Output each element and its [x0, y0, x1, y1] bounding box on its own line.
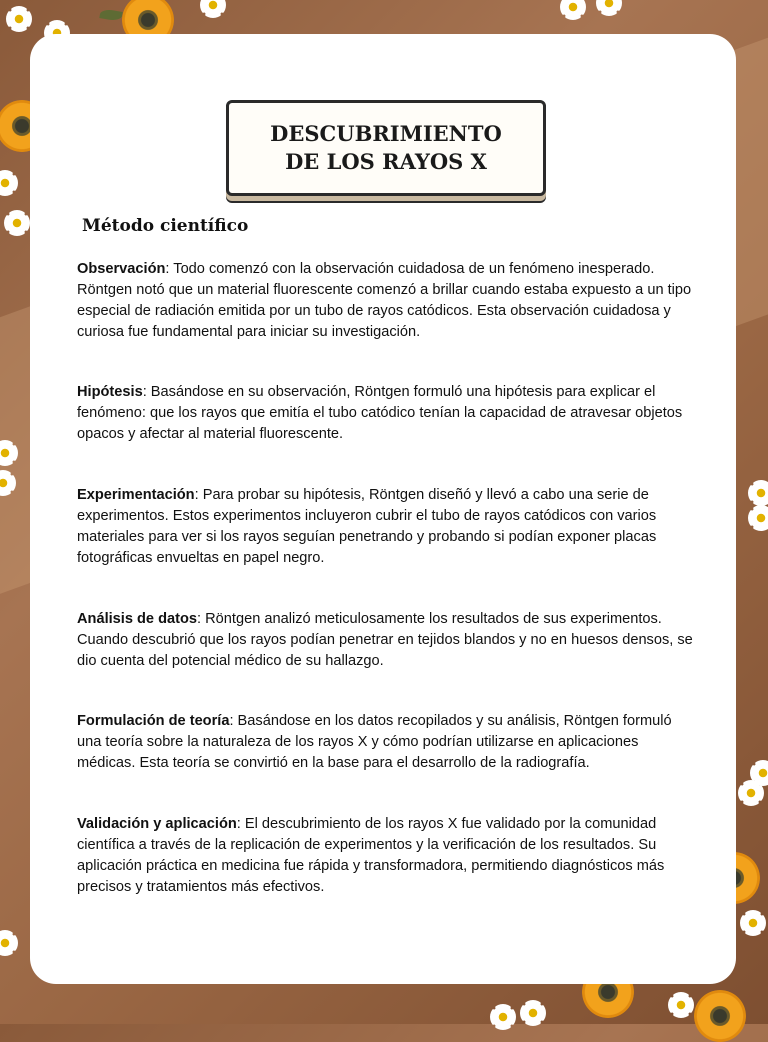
section-subtitle: Método científico	[82, 216, 249, 236]
paragraph-text: : El descubrimiento de los rayos X fue validado por la comunidad científica a través de la replicación de experimentos y la verificación de los resultados. Su aplicación práctica en medicina fue rápida y transformadora, permitiendo diagnósticos más precisos y tratamientos más efectivos.	[77, 816, 665, 895]
white-flower-icon	[490, 1004, 516, 1030]
paragraph-observacion	[77, 259, 697, 343]
paragraph-experimentacion	[77, 485, 697, 569]
paragraph-validacion	[77, 814, 697, 898]
paragraph-label: Experimentación	[77, 487, 195, 503]
paragraph-text: : Para probar su hipótesis, Röntgen diseñó y llevó a cabo una serie de experimentos. Estos experimentos incluyeron cubrir el tubo de rayos catódicos con varios materiales para ver si los rayos seguían penetrando y probando si podían exponer placas fotográficas envueltas en papel negro.	[77, 487, 657, 566]
white-flower-icon	[520, 1000, 546, 1026]
white-flower-icon	[740, 910, 766, 936]
white-flower-icon	[0, 930, 18, 956]
paragraph-text: : Basándose en su observación, Röntgen formuló una hipótesis para explicar el fenómeno: que los rayos que emitía el tubo catódico tenían la capacidad de atravesar objetos opacos y afectar al material fluorescente.	[77, 384, 683, 442]
paragraph-text: : Todo comenzó con la observación cuidadosa de un fenómeno inesperado. Röntgen notó que un material fluorescente comenzó a brillar cuando estaba expuesto a un tipo especial de radiación emitida por un tubo de rayos catódicos. Esta observación cuidadosa y curiosa fue fundamental para iniciar su investigación.	[77, 261, 692, 340]
paragraph-text: : Röntgen analizó meticulosamente los resultados de sus experimentos. Cuando descubrió que los rayos podían penetrar en tejidos blandos y no en huesos densos, se dio cuenta del potencial médico de su hallazgo.	[77, 611, 693, 669]
white-flower-icon	[748, 480, 768, 506]
page-title: DESCUBRIMIENTO DE LOS RAYOS X	[270, 121, 502, 174]
white-flower-icon	[560, 0, 586, 20]
paragraph-label: Formulación de teoría	[77, 713, 230, 729]
paragraph-hipotesis	[77, 382, 697, 445]
title-banner	[226, 100, 546, 196]
leaf-icon	[99, 8, 122, 22]
paragraph-label: Validación y aplicación	[77, 816, 237, 832]
paragraph-analisis	[77, 609, 697, 672]
white-flower-icon	[6, 6, 32, 32]
paragraph-label: Hipótesis	[77, 384, 143, 400]
orange-flower-icon	[694, 990, 746, 1042]
white-flower-icon	[4, 210, 30, 236]
white-flower-icon	[748, 505, 768, 531]
white-flower-icon	[200, 0, 226, 18]
paragraph-label: Observación	[77, 261, 166, 277]
paragraph-text: : Basándose en los datos recopilados y su análisis, Röntgen formuló una teoría sobre la naturaleza de los rayos X y cómo podrían utilizarse en aplicaciones médicas. Esta teoría se convirtió en la base para el desarrollo de la radiografía.	[77, 713, 672, 771]
paragraph-label: Análisis de datos	[77, 611, 198, 627]
paragraph-formulacion	[77, 711, 697, 774]
white-flower-icon	[668, 992, 694, 1018]
white-flower-icon	[0, 170, 18, 196]
white-flower-icon	[596, 0, 622, 16]
